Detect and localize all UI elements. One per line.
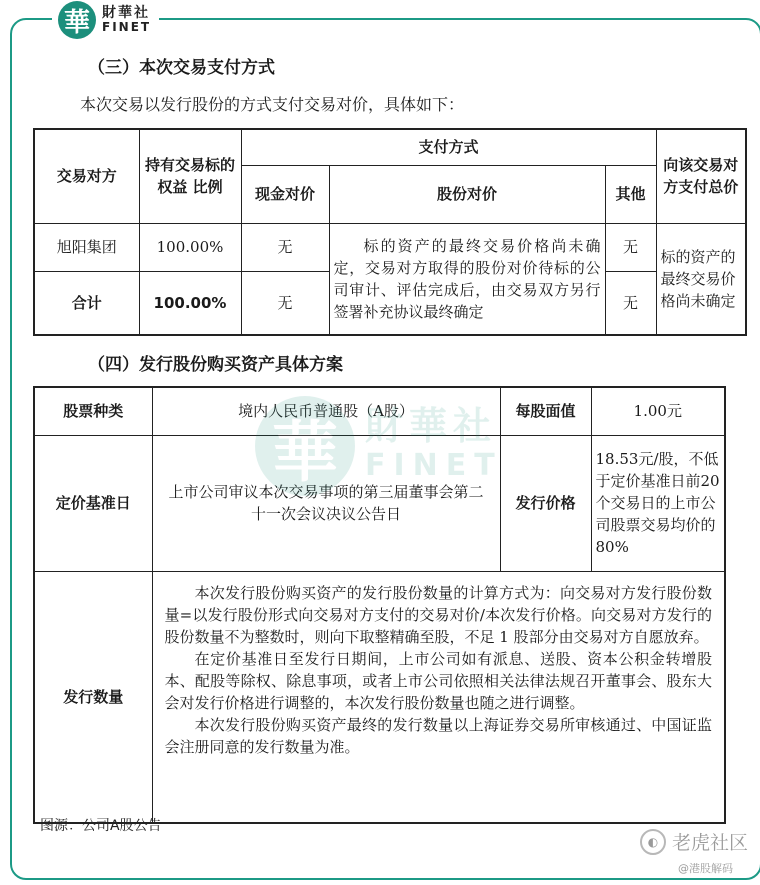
par-value: 1.00元 [591, 387, 725, 435]
section3-intro: 本次交易以发行股份的方式支付交易对价，具体如下： [80, 95, 465, 114]
header-cash: 现金对价 [241, 165, 329, 223]
pricing-date-label: 定价基准日 [34, 435, 152, 571]
stock-type-value: 境内人民币普通股（A股） [152, 387, 500, 435]
row2-equity: 100.00% [139, 271, 241, 335]
author-handle: @港股解码 [678, 862, 733, 875]
quantity-paragraph-2: 在定价基准日至发行日期间，上市公司如有派息、送股、资本公积金转增股本、配股等除权、除息事项，或者上市公司依照相关法律法规召开董事会、股东大会对发行价格进行调整的，本次发行股份数量也随之进行调整。 [164, 649, 712, 712]
finet-logo [52, 0, 159, 40]
header-payment: 支付方式 [241, 129, 656, 165]
row1-counterparty: 旭阳集团 [34, 223, 139, 271]
header-other: 其他 [605, 165, 656, 223]
row1-equity: 100.00% [139, 223, 241, 271]
logo-name-cn: 財華社 [102, 5, 150, 21]
issue-price-value: 18.53元/股，不低于定价基准日前20个交易日的上市公司股票交易均价的80% [591, 435, 725, 571]
row2-counterparty: 合计 [34, 271, 139, 335]
row2-cash: 无 [241, 271, 329, 335]
finet-logo-icon: 華 [58, 1, 96, 39]
issuance-plan-table [33, 386, 726, 824]
tiger-community-badge [640, 828, 748, 855]
image-source: 图源：公司A股公告 [40, 818, 162, 834]
section4-title: （四）发行股份购买资产具体方案 [88, 355, 343, 375]
header-shares: 股份对价 [329, 165, 605, 223]
issue-quantity-cell [152, 571, 725, 823]
row1-other: 无 [605, 223, 656, 271]
payment-table [33, 128, 747, 336]
tiger-icon: ◐ [640, 829, 666, 855]
row2-other: 无 [605, 271, 656, 335]
shares-consideration-text: 标的资产的最终交易价格尚未确定，交易对方取得的股份对价待标的公司审计、评估完成后，由交易双方另行签署补充协议最终确定 [329, 223, 605, 335]
header-total: 向该交易对方支付总价 [656, 129, 746, 223]
watermark-name-en: FINET [365, 448, 503, 483]
pricing-date-value: 上市公司审议本次交易事项的第三届董事会第二十一次会议决议公告日 [152, 435, 500, 571]
watermark-name-cn: 財華社 [365, 404, 498, 448]
quantity-paragraph-1: 本次发行股份购买资产的发行股份数量的计算方式为：向交易对方发行股份数量=以发行股份形式向交易对方支付的交易对价/本次发行价格。向交易对方发行的股份数量不为整数时，则向下取整精确至股，不足 1 股部分由交易对方自愿放弃。 [164, 583, 712, 646]
stock-type-label: 股票种类 [34, 387, 152, 435]
total-price-text: 标的资产的最终交易价格尚未确定 [656, 223, 746, 335]
header-equity: 持有交易标的权益 比例 [139, 129, 241, 223]
community-name: 老虎社区 [672, 832, 749, 854]
logo-name-en: FINET [102, 20, 152, 34]
table-row [34, 223, 746, 271]
header-counterparty: 交易对方 [34, 129, 139, 223]
par-value-label: 每股面值 [500, 387, 591, 435]
finet-watermark-icon: 華 [255, 396, 355, 496]
row1-cash: 无 [241, 223, 329, 271]
issue-price-label: 发行价格 [500, 435, 591, 571]
section3-title: （三）本次交易支付方式 [88, 58, 275, 78]
quantity-paragraph-3: 本次发行股份购买资产最终的发行数量以上海证券交易所审核通过、中国证监会注册同意的发行数量为准。 [164, 715, 712, 756]
issue-quantity-label: 发行数量 [34, 571, 152, 823]
